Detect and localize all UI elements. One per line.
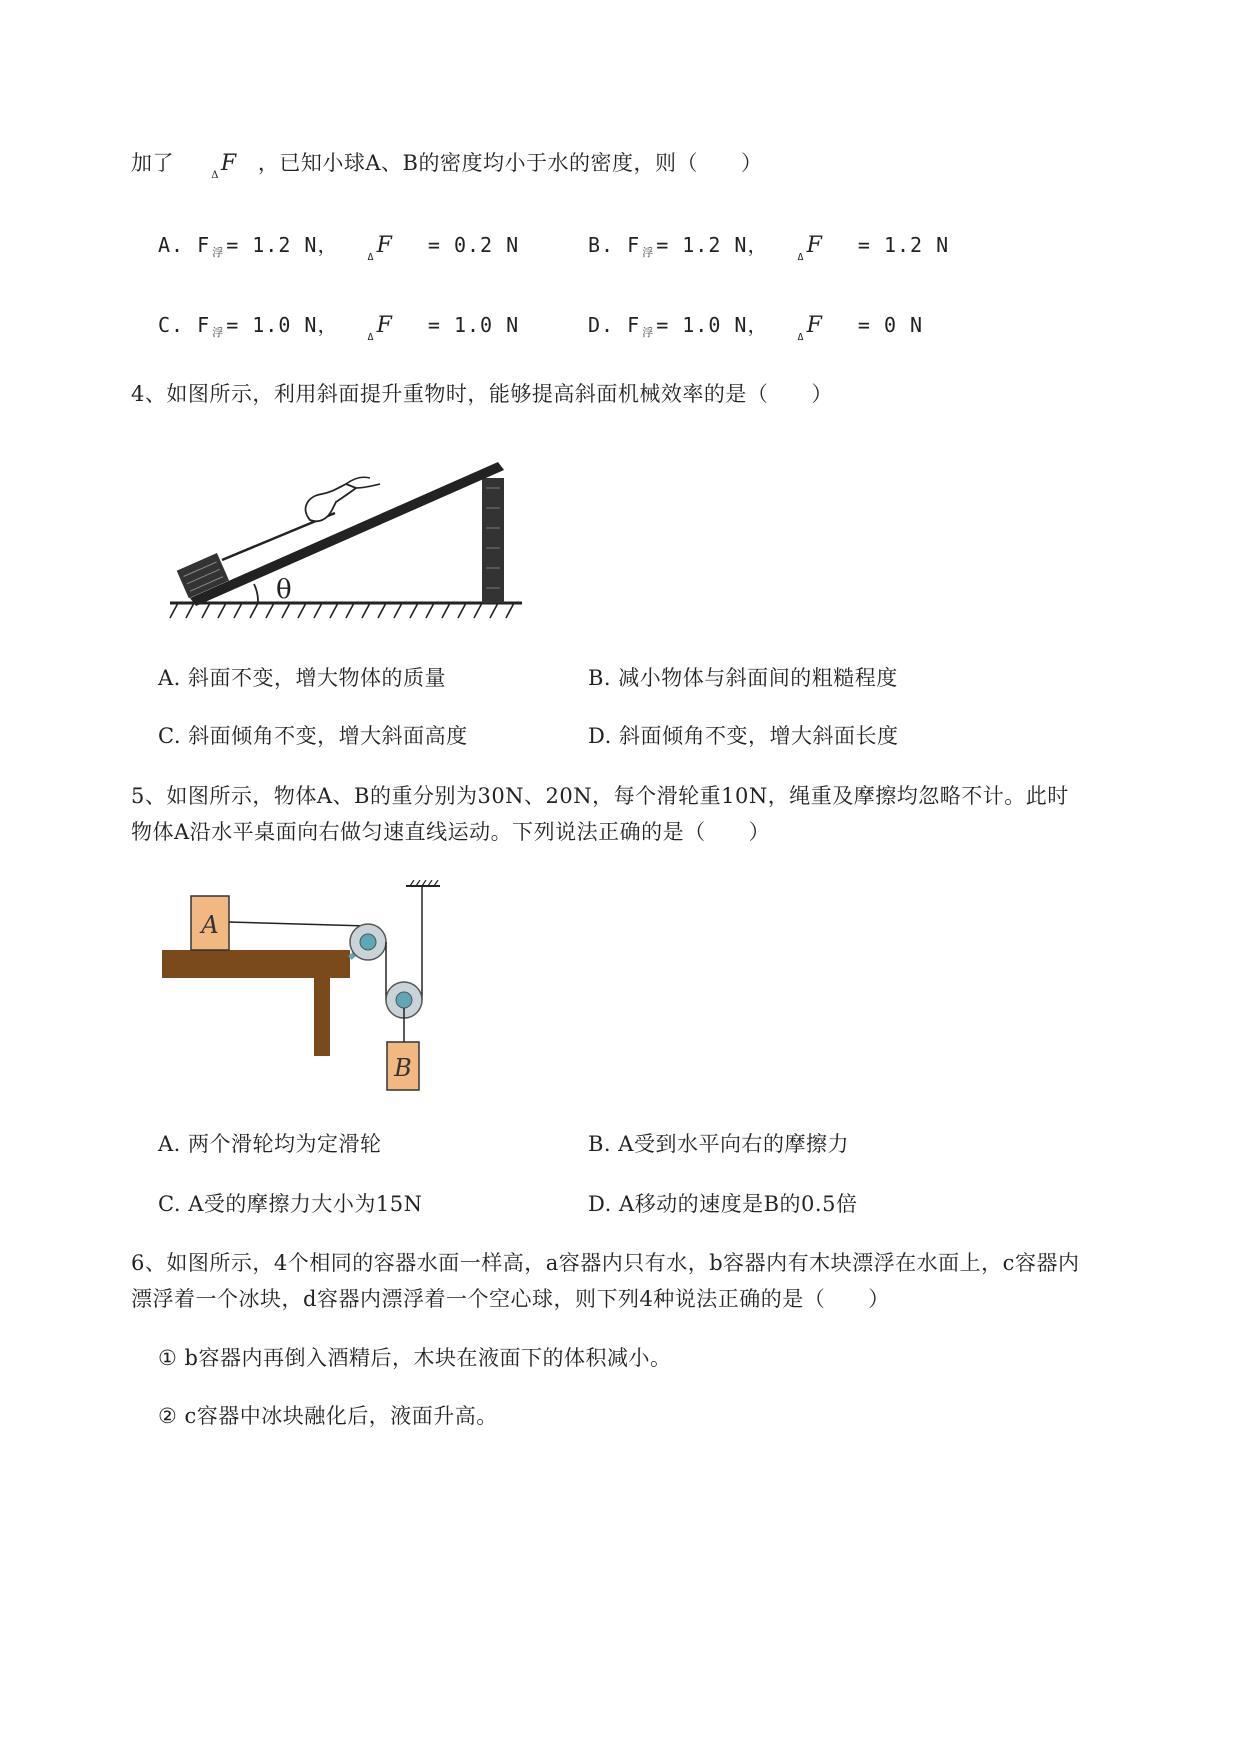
buoyancy-symbol: F (197, 313, 211, 337)
movable-pulley-hub (396, 992, 412, 1008)
theta-label: θ (276, 575, 292, 605)
f-symbol: F (376, 313, 393, 338)
option-text: A移动的速度是B的0.5倍 (618, 1192, 858, 1216)
delta-f-value: = 0 N (857, 313, 924, 337)
delta-f-value: = 1.0 N (427, 313, 520, 337)
angle-arc (254, 584, 258, 603)
option-text: 减小物体与斜面间的粗糙程度 (618, 666, 898, 690)
ground-hatch (170, 603, 514, 618)
q3-stem-prefix: 加了 (131, 151, 174, 175)
option-text: A受的摩擦力大小为15N (188, 1192, 423, 1216)
option-label: A. (158, 666, 181, 690)
support-post (482, 478, 504, 603)
q6-stem-line1: 6、如图所示，4个相同的容器水面一样高，a容器内只有水，b容器内有木块漂浮在水面上，c容器内 (131, 1251, 1080, 1275)
rope-a (229, 922, 368, 926)
option-label: C. (158, 313, 185, 337)
q5-option-d[interactable] (588, 1189, 857, 1219)
q5-option-c[interactable] (158, 1189, 422, 1219)
option-label: D. (588, 1192, 612, 1216)
q5-option-a[interactable] (158, 1129, 382, 1159)
q6-statement-1: ① b容器内再倒入酒精后，木块在液面下的体积减小。 (158, 1346, 672, 1370)
q4-option-d[interactable] (588, 721, 898, 751)
q3-option-b[interactable] (588, 230, 949, 273)
buoyancy-symbol: F (197, 233, 211, 257)
q6-statement-2: ② c容器中冰块融化后，液面升高。 (158, 1404, 498, 1428)
delta-symbol: Δ (367, 332, 375, 343)
q3-option-a[interactable] (158, 230, 519, 273)
option-text: 斜面不变，增大物体的质量 (188, 666, 447, 690)
buoyancy-value: = 1.0 N， (226, 313, 339, 337)
buoyancy-subscript: 浮 (212, 326, 225, 339)
table-leg (314, 966, 330, 1056)
option-text: 两个滑轮均为定滑轮 (188, 1132, 382, 1156)
arm-line-lower (356, 484, 380, 488)
q4-option-b[interactable] (588, 663, 898, 693)
option-text: 斜面倾角不变，增大斜面高度 (188, 724, 468, 748)
q4-stem: 4、如图所示，利用斜面提升重物时，能够提高斜面机械效率的是（ ） (131, 382, 833, 406)
q4-option-c[interactable] (158, 721, 468, 751)
option-label: B. (588, 666, 612, 690)
buoyancy-value: = 1.0 N， (656, 313, 769, 337)
fixed-pulley-hub (360, 934, 376, 950)
option-label: C. (158, 1192, 181, 1216)
delta-symbol: Δ (367, 252, 375, 263)
option-label: C. (158, 724, 181, 748)
option-label: A. (158, 233, 185, 257)
option-label: B. (588, 1132, 612, 1156)
option-text: 斜面倾角不变，增大斜面长度 (618, 724, 899, 748)
q4-option-a[interactable] (158, 663, 446, 693)
buoyancy-subscript: 浮 (642, 326, 655, 339)
q5-stem-line1: 5、如图所示，物体A、B的重分别为30N、20N，每个滑轮重10N，绳重及摩擦均忽略不计。此时 (131, 784, 1069, 808)
f-symbol: F (806, 233, 823, 258)
incline-figure (160, 448, 530, 633)
q3-stem (131, 148, 762, 191)
q3-option-c[interactable] (158, 310, 519, 353)
q5-option-b[interactable] (588, 1129, 849, 1159)
q6-stem-line2: 漂浮着一个冰块，d容器内漂浮着一个空心球，则下列4种说法正确的是（ ） (131, 1287, 890, 1311)
block-a-label: A (201, 911, 219, 939)
delta-f-value: = 0.2 N (427, 233, 520, 257)
delta-symbol: Δ (211, 170, 219, 181)
f-symbol: F (220, 151, 237, 176)
q5-stem-line2: 物体A沿水平桌面向右做匀速直线运动。下列说法正确的是（ ） (131, 820, 771, 844)
buoyancy-symbol: F (627, 313, 641, 337)
buoyancy-subscript: 浮 (212, 246, 225, 259)
arm-line (346, 477, 370, 484)
block-b-label: B (394, 1054, 412, 1082)
f-symbol: F (806, 313, 823, 338)
f-symbol: F (376, 233, 393, 258)
delta-f-value: = 1.2 N (857, 233, 950, 257)
delta-symbol: Δ (797, 332, 805, 343)
q3-stem-suffix: ，已知小球A、B的密度均小于水的密度，则（ ） (257, 151, 763, 175)
option-label: D. (588, 313, 615, 337)
buoyancy-value: = 1.2 N， (226, 233, 339, 257)
option-text: A受到水平向右的摩擦力 (618, 1132, 849, 1156)
buoyancy-subscript: 浮 (642, 246, 655, 259)
buoyancy-value: = 1.2 N， (656, 233, 769, 257)
pulley-figure (160, 880, 450, 1095)
incline-diagram (160, 448, 530, 633)
delta-symbol: Δ (797, 252, 805, 263)
option-label: D. (588, 724, 612, 748)
option-label: B. (588, 233, 615, 257)
q3-option-d[interactable] (588, 310, 923, 353)
pulley-diagram (160, 880, 450, 1095)
option-label: A. (158, 1132, 181, 1156)
buoyancy-symbol: F (627, 233, 641, 257)
